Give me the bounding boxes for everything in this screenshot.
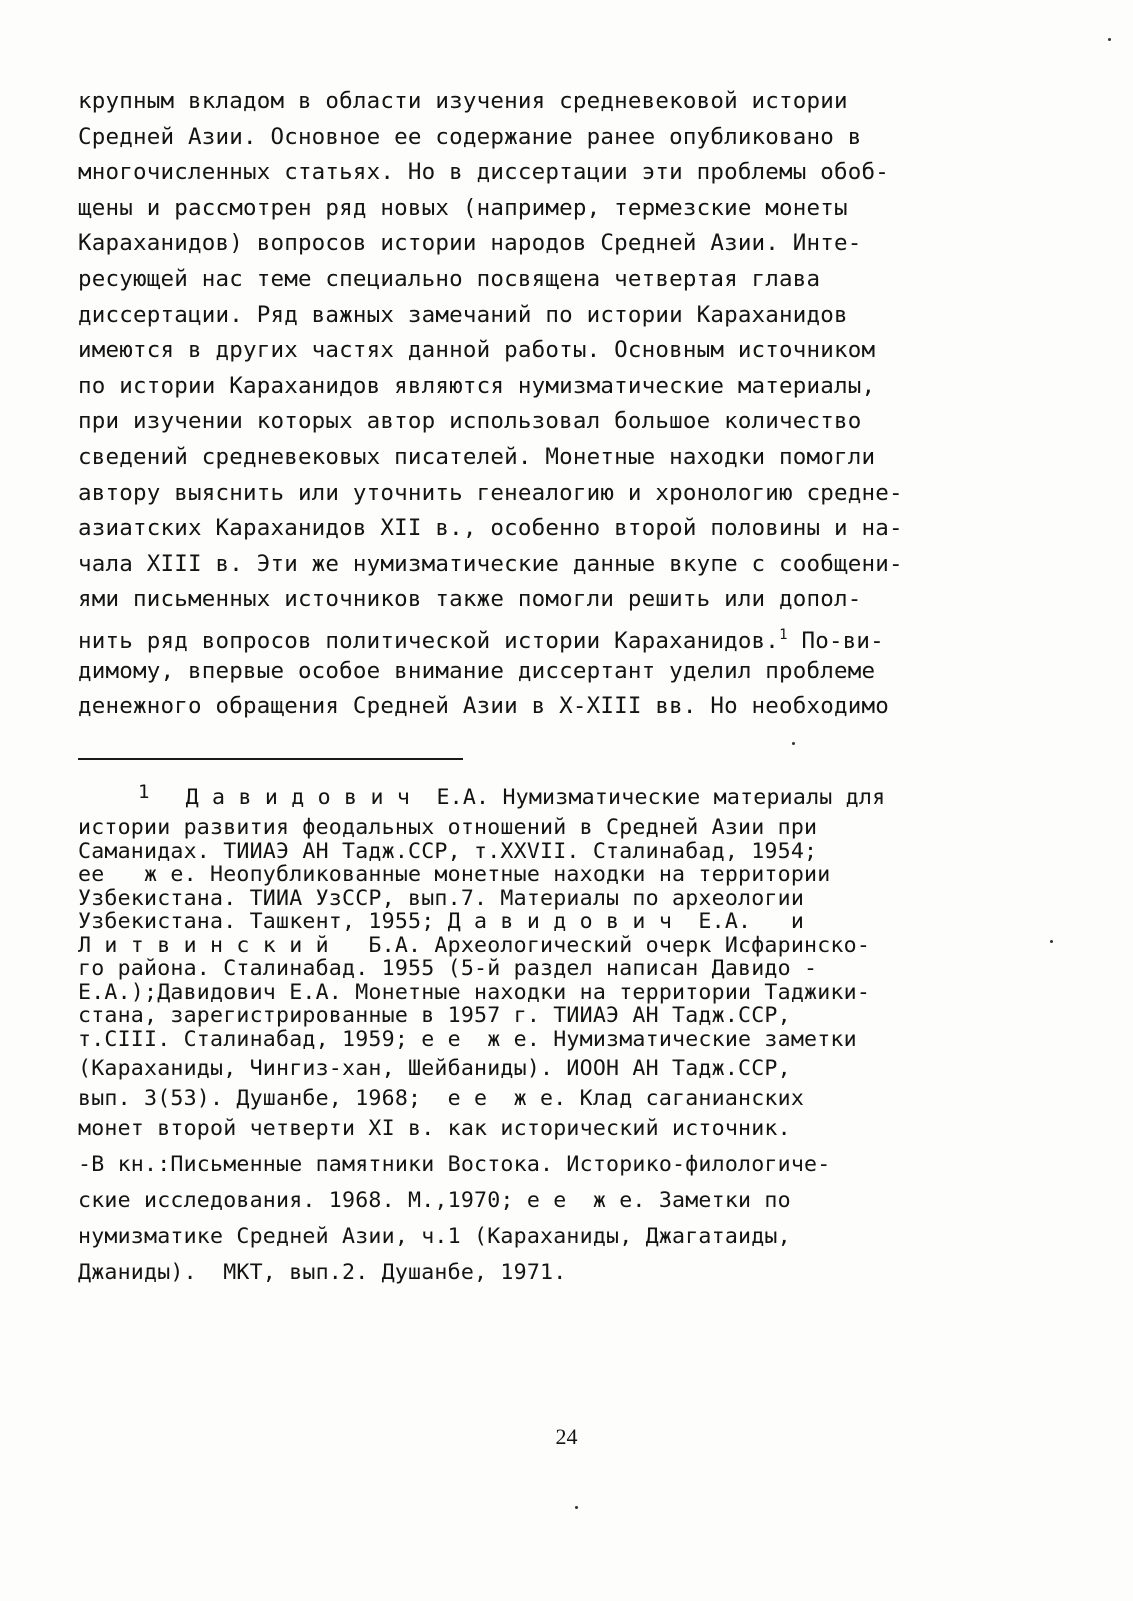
footnote-line: т.CIII. Сталинабад, 1959; е е ж е. Нумизматические заметки <box>78 1026 857 1052</box>
text-line-with-footnote-ref <box>78 618 1078 654</box>
footnote-line: Саманидах. ТИИАЭ АН Тадж.ССР, т.XXVII. Сталинабад, 1954; <box>78 838 818 864</box>
text-line: щены и рассмотрен ряд новых (например, термезские монеты <box>78 194 848 221</box>
footnote-text: Д а в и д о в и ч Е.А. Нумизматические материалы для <box>185 785 886 810</box>
footnote-line: вып. 3(53). Душанбе, 1968; е е ж е. Клад саганианских <box>78 1086 805 1111</box>
footnote-line: ские исследования. 1968. М.,1970; е е ж е. Заметки по <box>78 1187 791 1213</box>
footnote-line: нумизматике Средней Азии, ч.1 (Караханиды, Джагатаиды, <box>78 1223 791 1249</box>
footnote-line: го района. Сталинабад. 1955 (5-й раздел написан Давидо - <box>78 956 818 981</box>
text-line-tail: По-ви- <box>787 627 884 654</box>
footnote-line: Джаниды). МКТ, вып.2. Душанбе, 1971. <box>78 1259 567 1285</box>
scan-speck <box>1050 940 1053 943</box>
text-line: по истории Караханидов являются нумизматические материалы, <box>78 372 876 399</box>
footnote-line: Е.А.);Давидович Е.А. Монетные находки на территории Таджики- <box>78 979 871 1005</box>
text-line: имеются в других частях данной работы. Основным источником <box>78 337 876 364</box>
footnote-separator <box>78 758 463 760</box>
footnote-number: 1 <box>138 781 150 803</box>
text-line: крупным вкладом в области изучения средневековой истории <box>78 88 848 114</box>
text-line: азиатских Караханидов XII в., особенно второй половины и на- <box>78 515 903 542</box>
text-line: денежного обращения Средней Азии в X-XIII вв. Но необходимо <box>78 693 890 720</box>
text-line: при изучении которых автор использовал большое количество <box>78 408 862 435</box>
text-line: сведений средневековых писателей. Монетные находки помогли <box>78 443 876 470</box>
footnote-line: (Караханиды, Чингиз-хан, Шейбаниды). ИООН АН Тадж.ССР, <box>78 1056 791 1081</box>
footnote-line: стана, зарегистрированные в 1957 г. ТИИАЭ АН Тадж.ССР, <box>78 1003 791 1028</box>
text-line: ресующей нас теме специально посвящена четвертая глава <box>78 265 821 292</box>
text-line: диссертации. Ряд важных замечаний по истории Караханидов <box>78 301 848 328</box>
footnote-line: Л и т в и н с к и й Б.А. Археологический очерк Исфаринско- <box>78 932 871 958</box>
text-line: Караханидов) вопросов истории народов Средней Азии. Инте- <box>78 230 862 257</box>
scan-speck <box>1108 38 1111 41</box>
footnote-reference: 1 <box>779 626 788 643</box>
footnote-line: истории развития феодальных отношений в Средней Азии при <box>78 815 818 840</box>
text-line: чала XIII в. Эти же нумизматические данные вкупе с сообщени- <box>78 550 903 577</box>
main-text <box>78 84 1078 725</box>
text-line: димому, впервые особое внимание диссертант уделил проблеме <box>78 657 876 684</box>
footnote-line: монет второй четверти XI в. как исторический источник. <box>78 1115 791 1141</box>
footnote <box>78 780 1078 1291</box>
text-line: Средней Азии. Основное ее содержание ранее опубликовано в <box>78 123 862 150</box>
text-line: многочисленных статьях. Но в диссертации эти проблемы обоб- <box>78 159 890 186</box>
text-line: автору выяснить или уточнить генеалогию и хронологию средне- <box>78 479 903 506</box>
text-line: ями письменных источников также помогли решить или допол- <box>78 586 862 613</box>
scan-speck <box>575 1506 578 1509</box>
footnote-line: Узбекистана. ТИИА УзССР, вып.7. Материалы по археологии <box>78 885 805 911</box>
footnote-first-line <box>78 780 1078 816</box>
page-number: 24 <box>555 1424 578 1449</box>
footnote-line: -В кн.:Письменные памятники Востока. Историко-филологиче- <box>78 1151 831 1177</box>
footnote-line: Узбекистана. Ташкент, 1955; Д а в и д о в и ч Е.А. и <box>78 909 805 934</box>
footnote-line: ее ж е. Неопубликованные монетные находки на территории <box>78 862 831 887</box>
text-line: нить ряд вопросов политической истории Караханидов. <box>78 627 780 654</box>
scan-speck <box>792 742 795 745</box>
